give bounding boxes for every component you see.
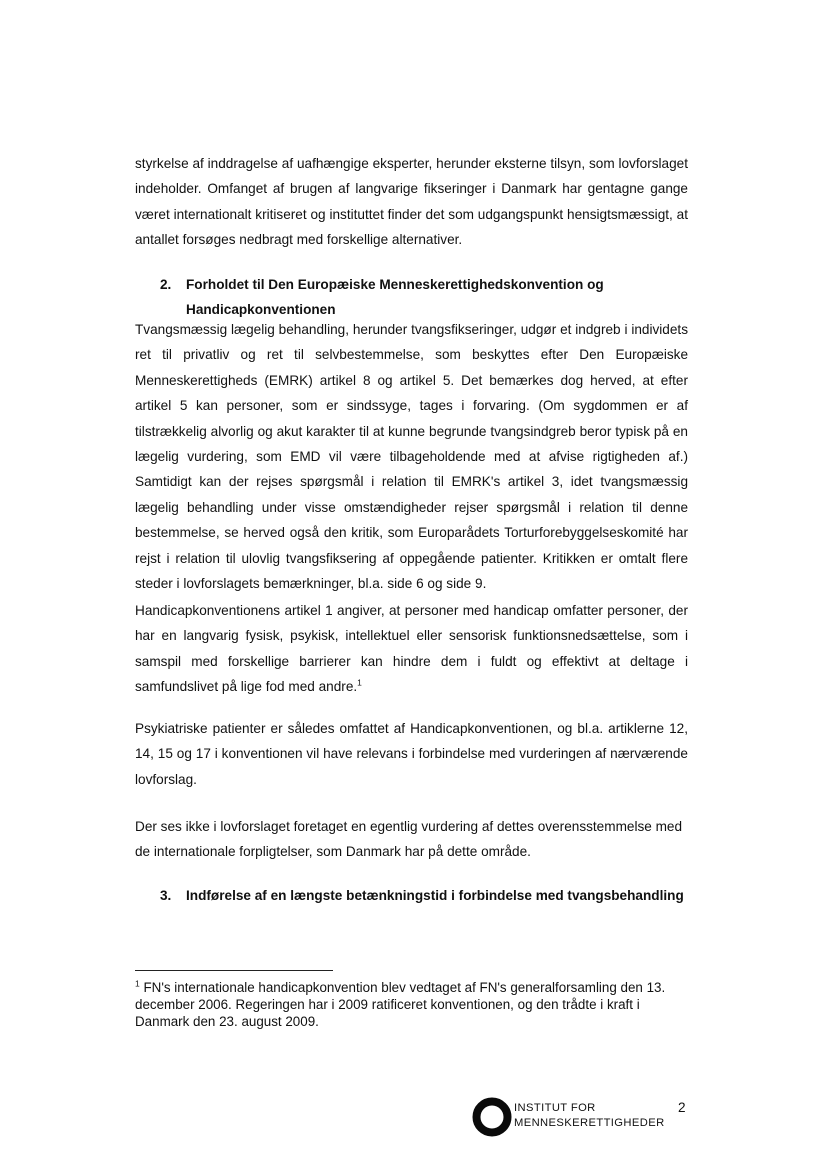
page-number: 2 (678, 1100, 686, 1115)
footnote-mark: 1 (135, 978, 140, 989)
footnote-reference[interactable]: 1 (357, 677, 362, 688)
section-title: Forholdet til Den Europæiske Menneskerettighedskonvention og Handicapkonventionen (186, 277, 604, 317)
institute-name (514, 1101, 665, 1131)
institute-name-line2: MENNESKERETTIGHEDER (514, 1117, 665, 1129)
section-number: 2. (160, 277, 172, 292)
paragraph-intro: styrkelse af inddragelse af uafhængige eksperter, herunder eksterne tilsyn, som lovforslaget indeholder. Omfanget af brugen af langvarige fikseringer i Danmark har gentagne gange været internationalt kritiseret og instituttet finder det som udgangspunkt hensigtsmæssigt, at antallet forsøges nedbragt med forskellige alternativer. (135, 156, 688, 248)
section-title: Indførelse af en længste betænkningstid i forbindelse med tvangsbehandling (186, 888, 684, 903)
paragraph-psykiatri: Psykiatriske patienter er således omfattet af Handicapkonventionen, og bl.a. artiklerne 12, 14, 15 og 17 i konventionen vil have relevans i forbindelse med vurderingen af nærværende lovforslag. (135, 721, 688, 787)
paragraph-vurdering: Der ses ikke i lovforslaget foretaget en egentlig vurdering af dettes overensstemmelse med de internationale forpligtelser, som Danmark har på dette område. (135, 819, 683, 860)
paragraph-handicap-text: Handicapkonventionens artikel 1 angiver, at personer med handicap omfatter personer, der har en langvarig fysisk, psykisk, intellektuel eller sensorisk funktionsnedsættelse, som i samspil med forskellige barrierer kan hindre dem i fuldt og effektivt at deltage i samfundslivet på lige fod med andre. (135, 603, 688, 695)
paragraph-handicap (135, 598, 688, 700)
section-heading-2 (135, 272, 690, 322)
footnote-text: FN's internationale handicapkonvention blev vedtaget af FN's generalforsamling den 13. december 2006. Regeringen har i 2009 ratificeret konventionen, og den trådte i kraft i Danmark den 23. august 2009. (135, 980, 666, 1029)
section-heading-3 (135, 883, 690, 908)
footnote (135, 979, 695, 1030)
institute-ring-logo-icon (472, 1097, 512, 1137)
paragraph-emrk: Tvangsmæssig lægelig behandling, herunder tvangsfikseringer, udgør et indgreb i individets ret til privatliv og ret til selvbestemmelse, som beskyttes efter Den Europæiske Menneskerettigheds (EMRK) artikel 8 og artikel 5. Det bemærkes dog herved, at efter artikel 5 kan personer, som er sindssyge, tages i forvaring. (Om sygdommen er af tilstrækkelig alvorlig og akut karakter til at kunne begrunde tvangsindgreb beror typisk på en lægelig vurdering, som EMD vil være tilbageholdende med at afvise rigtigheden af.) Samtidigt kan der rejses spørgsmål i relation til EMRK's artikel 3, idet tvangsmæssig lægelig behandling under visse omstændigheder rejser spørgsmål i relation til denne bestemmelse, se herved også den kritik, som Europarådets Torturforebyggelseskomité har rejst i relation til ulovlig tvangsfiksering af oppegående patienter. Kritikken er omtalt flere steder i lovforslagets bemærkninger, bl.a. side 6 og side 9. (135, 322, 688, 592)
section-number: 3. (160, 888, 172, 903)
institute-name-line1: INSTITUT FOR (514, 1102, 596, 1114)
footnote-separator (135, 970, 333, 971)
